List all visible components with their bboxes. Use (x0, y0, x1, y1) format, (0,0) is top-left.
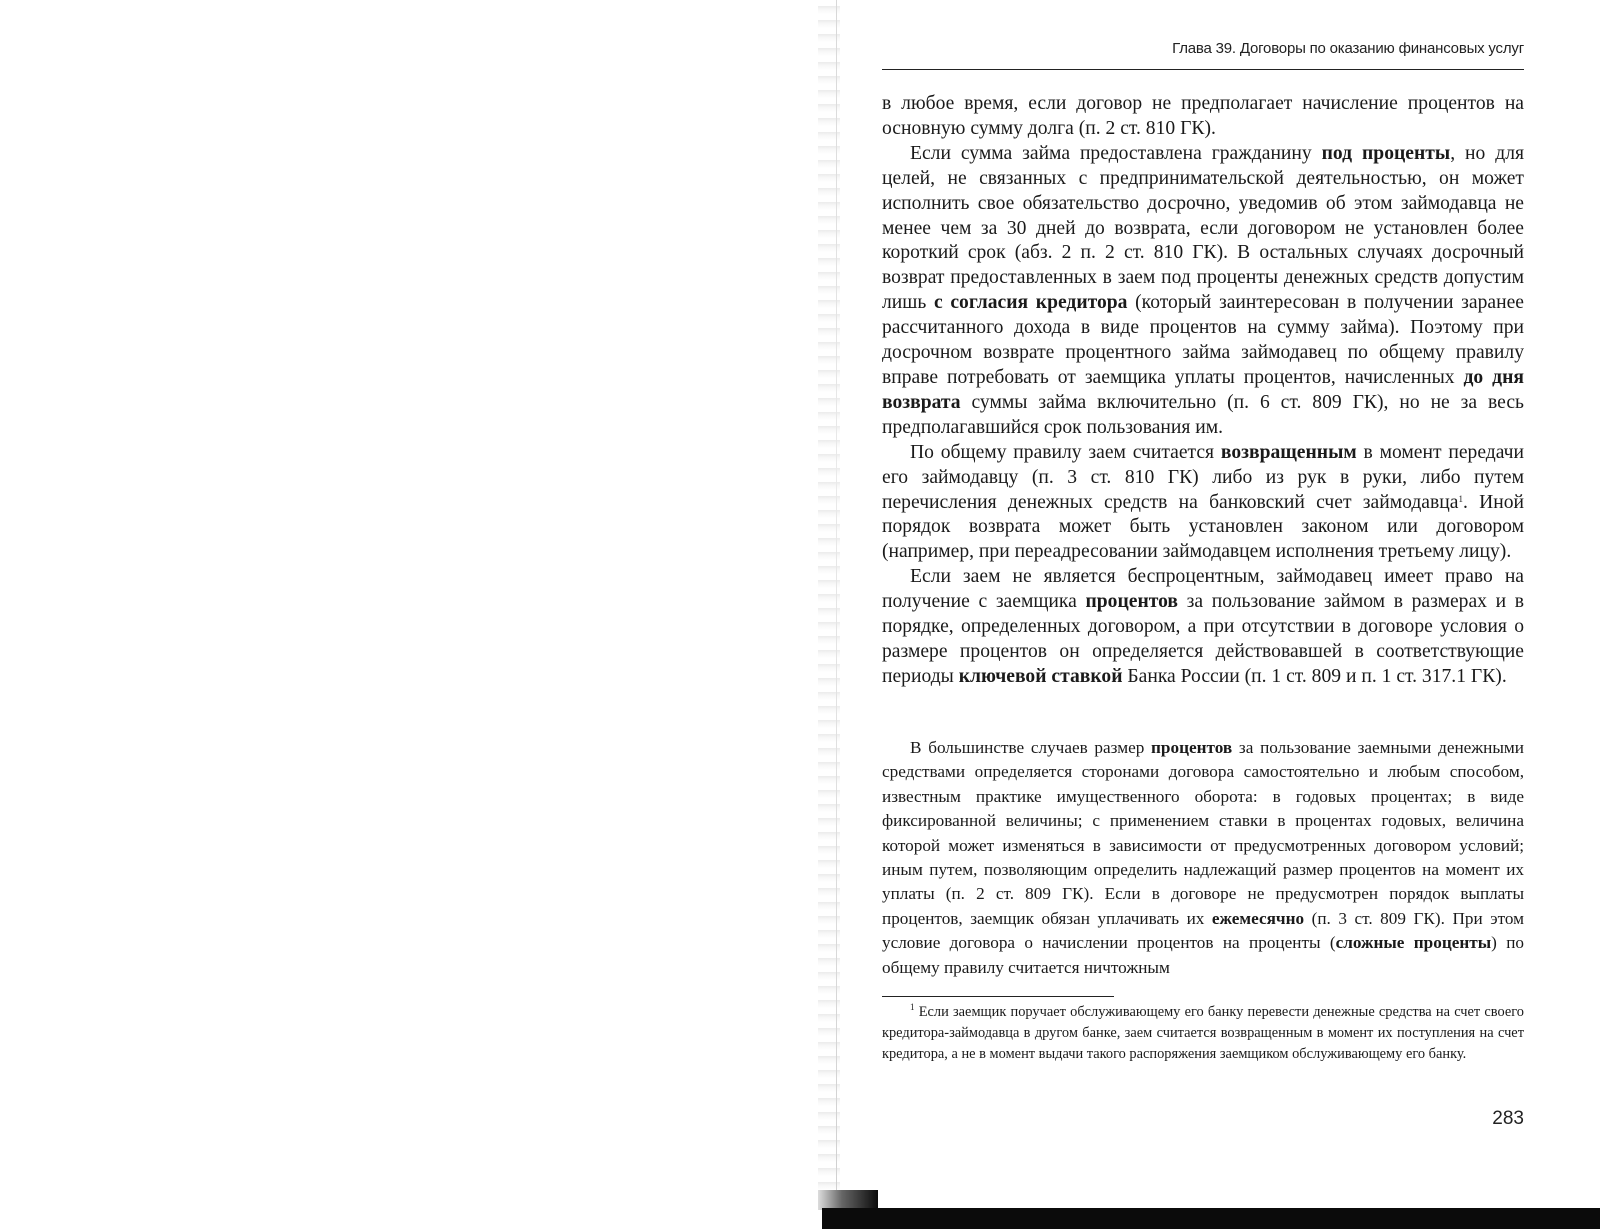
page-number: 283 (1492, 1108, 1524, 1129)
text-run: . Иной порядок возврата может быть установлен законом или договором (например, при переадресовании займодавцем исполнения третьему лицу). (882, 491, 1524, 563)
text-run: суммы займа включительно (п. 6 ст. 809 ГК), но не за весь предполагавшийся срок пользования им. (882, 391, 1524, 438)
running-head-rule (882, 69, 1524, 70)
bold-term: процентов (1151, 738, 1233, 757)
text-run: (п. 3 ст. 809 ГК). При этом условие договора о начислении процентов на проценты ( (882, 908, 1525, 953)
text-run: Если заемщик поручает обслуживающему его банку перевести денежные средства на счет своего кредитора-займодавца в другом банке, заем считается возвращенным в момент их поступления на счет кредитора, а не в момент выдачи такого распоряжения заемщиком обслуживающему его банку. (882, 1004, 1524, 1062)
bold-term: сложные проценты (1335, 933, 1492, 953)
text-run: за пользование заемными денежными средствами определяется сторонами договора самостоятельно и любым способом, известным практике имущественного оборота: в годовых процентах; в виде фиксированной величины; с применением ставки в процентах годовых, величина которой может изменяться в зависимости от предусмотренных договором условий; иным путем, позволяющим определить надлежащий размер процентов на момент их уплаты (п. 2 ст. 809 ГК). Если в договоре не предусмотрен порядок выплаты процентов, заемщик обязан уплачивать их (882, 738, 1524, 928)
scan-bottom-edge (822, 1208, 1600, 1229)
footnote-rule (882, 996, 1114, 997)
text-run: Если заем не является беспроцентным, займодавец имеет право на получение с заемщика (882, 566, 1524, 613)
text-run: , но для целей, не связанных с предпринимательской деятельностью, он может исполнить свое обязательство досрочно, уведомив об этом займодавца не менее чем за 30 дней до возврата, если договором не установлен более короткий срок (абз. 2 п. 2 ст. 810 ГК). В остальных случаях досрочный возврат предоставленных в заем под проценты денежных средств допустим лишь (882, 142, 1525, 314)
bold-term: под проценты (1321, 142, 1451, 164)
text-run: В большинстве случаев размер (910, 738, 1152, 757)
running-head: Глава 39. Договоры по оказанию финансовых услуг (1172, 40, 1524, 57)
bold-term: процентов (1085, 591, 1179, 613)
text-run: в момент передачи его займодавцу (п. 3 ст. 810 ГК) либо из рук в руки, либо путем перечисления денежных средств на банковский счет займодавца (882, 441, 1524, 513)
text-run: Если сумма займа предоставлена гражданину (910, 142, 1322, 164)
text-run: Банка России (п. 1 ст. 809 и п. 1 ст. 317.1 ГК). (1122, 665, 1507, 687)
bold-term: с согласия кредитора (933, 292, 1128, 314)
gutter-fold-line (836, 0, 837, 1195)
paragraph-1: в любое время, если договор не предполагает начисление процентов на основную сумму долга (п. 2 ст. 810 ГК). (882, 93, 1524, 139)
text-run: за пользование займом в размерах и в порядке, определенных договором, а при отсутствии в договоре условия о размере процентов он определяется действовавшей в соответствующие периоды (882, 591, 1524, 687)
footnote (882, 1002, 1524, 1065)
bold-term: до дня возврата (882, 366, 1524, 413)
footnote-text (882, 1002, 1524, 1065)
bold-term: возвращенным (1220, 441, 1357, 463)
main-text (882, 92, 1524, 690)
paragraph-5 (882, 736, 1524, 980)
footnote-ref: 1 (1458, 493, 1463, 504)
text-run: (который заинтересован в получении заранее рассчитанного дохода в виде процентов на сумму займа). Поэтому при досрочном возврате процентного займа займодавец по общему правилу вправе потребовать от заемщика уплаты процентов, начисленных (882, 292, 1524, 388)
footnote-mark: 1 (910, 1002, 915, 1012)
small-print-text (882, 736, 1524, 980)
text-run: ) по общему правилу считается ничтожным (882, 933, 1525, 977)
scan-edge-shadow (818, 1190, 878, 1210)
text-run: По общему правилу заем считается (910, 441, 1221, 463)
paragraph-2 (882, 142, 1524, 441)
paragraph-4 (882, 565, 1524, 690)
bold-term: ключевой ставкой (958, 665, 1123, 687)
bold-term: ежемесячно (1211, 908, 1305, 928)
paragraph-3 (882, 441, 1524, 566)
